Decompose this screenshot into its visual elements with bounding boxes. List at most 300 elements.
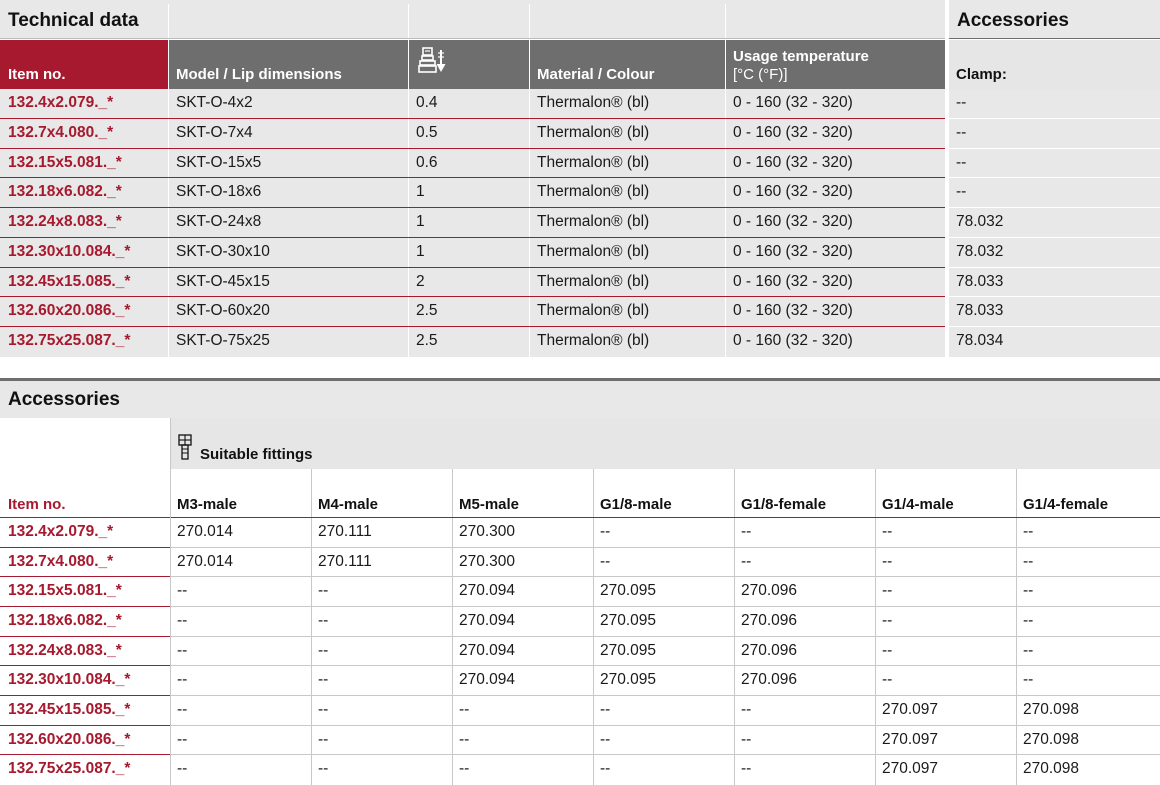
clamp-value: --: [956, 94, 967, 111]
column-divider: [725, 268, 726, 298]
column-divider: [734, 696, 735, 726]
fitting-cell: --: [882, 523, 893, 540]
header-suction-force: [409, 40, 529, 89]
column-divider: [1016, 469, 1017, 517]
table-row: [0, 119, 945, 149]
column-divider: [875, 637, 876, 667]
column-divider: [875, 726, 876, 756]
clamp-value: 78.032: [956, 213, 1004, 231]
fitting-cell: --: [177, 760, 188, 778]
fitting-cell: 270.095: [600, 641, 657, 659]
column-divider: [1016, 518, 1017, 548]
column-divider: [734, 726, 735, 756]
fitting-cell: --: [600, 701, 611, 719]
accessories-rows: [0, 518, 1160, 785]
technical-data-rows: [0, 89, 945, 357]
table-row: [0, 149, 945, 179]
clamp-row: [949, 297, 1160, 327]
column-divider: [725, 89, 726, 119]
table-row: [0, 696, 1160, 726]
item-number: 132.75x25.087._*: [8, 332, 131, 350]
fitting-column-label: G1/4-male: [882, 496, 954, 513]
fitting-cell: 270.098: [1023, 730, 1080, 748]
item-number: 132.75x25.087._*: [8, 760, 131, 778]
model-cell: SKT-O-4x2: [176, 94, 253, 111]
column-divider: [875, 469, 876, 517]
force-cell: 1: [416, 213, 425, 231]
column-divider: [452, 666, 453, 696]
column-divider: [168, 268, 169, 298]
column-divider: [725, 178, 726, 208]
item-number: 132.30x10.084._*: [8, 671, 131, 689]
fitting-cell: --: [1023, 612, 1034, 629]
clamp-value: 78.033: [956, 272, 1004, 290]
fitting-cell: --: [600, 552, 611, 570]
material-cell: Thermalon® (bl): [537, 242, 650, 260]
material-cell: Thermalon® (bl): [537, 94, 650, 111]
column-divider: [734, 577, 735, 607]
fitting-cell: 270.111: [318, 523, 372, 540]
material-cell: Thermalon® (bl): [537, 272, 650, 290]
clamp-row: [949, 178, 1160, 208]
table-row: [0, 178, 945, 208]
fitting-column-label: G1/8-female: [741, 496, 827, 513]
column-divider: [168, 327, 169, 357]
technical-data-section: [0, 0, 945, 357]
title-divider-4: [725, 4, 726, 38]
fitting-column-label: M5-male: [459, 496, 520, 513]
column-divider: [1016, 696, 1017, 726]
fitting-cell: --: [741, 552, 752, 570]
table-row: [0, 327, 945, 357]
column-divider: [875, 607, 876, 637]
force-cell: 2.5: [416, 302, 438, 320]
header-item-no-label: Item no.: [8, 66, 66, 83]
fitting-cell: --: [459, 730, 470, 748]
table-row: [0, 268, 945, 298]
column-divider: [452, 726, 453, 756]
column-divider: [725, 208, 726, 238]
fitting-cell: --: [1023, 523, 1034, 540]
column-divider: [408, 149, 409, 179]
clamp-header-label: Clamp:: [956, 66, 1007, 83]
title-divider-1: [168, 4, 169, 38]
column-divider: [1016, 726, 1017, 756]
column-divider: [875, 755, 876, 785]
fitting-cell: --: [1023, 552, 1034, 570]
table-row: [0, 577, 1160, 607]
fitting-cell: 270.097: [882, 730, 939, 748]
item-number: 132.24x8.083._*: [8, 213, 122, 231]
fitting-cell: --: [459, 760, 470, 778]
clamp-value: --: [956, 123, 967, 141]
column-divider: [529, 178, 530, 208]
table-row: [0, 297, 945, 327]
header-model: [169, 40, 408, 89]
column-divider: [311, 548, 312, 578]
column-divider: [875, 666, 876, 696]
clamp-value: --: [956, 153, 967, 171]
column-divider: [593, 548, 594, 578]
fitting-cell: 270.300: [459, 523, 516, 540]
fitting-cell: --: [1023, 582, 1034, 600]
clamp-row: [949, 149, 1160, 179]
force-cell: 0.4: [416, 94, 438, 111]
material-cell: Thermalon® (bl): [537, 332, 650, 350]
item-number: 132.45x15.085._*: [8, 701, 131, 719]
temp-cell: 0 - 160 (32 - 320): [733, 153, 853, 171]
column-divider: [408, 268, 409, 298]
force-cell: 0.5: [416, 123, 438, 141]
column-divider: [452, 607, 453, 637]
column-divider: [734, 607, 735, 637]
fitting-cell: --: [318, 641, 329, 659]
column-divider: [593, 637, 594, 667]
table-row: [0, 548, 1160, 578]
table-row: [0, 89, 945, 119]
table-row: [0, 208, 945, 238]
model-cell: SKT-O-75x25: [176, 332, 270, 350]
column-divider: [529, 327, 530, 357]
column-divider: [311, 666, 312, 696]
material-cell: Thermalon® (bl): [537, 183, 650, 201]
item-number: 132.45x15.085._*: [8, 272, 131, 290]
fitting-cell: --: [459, 701, 470, 719]
fitting-cell: --: [600, 523, 611, 540]
clamp-row: [949, 89, 1160, 119]
column-divider: [408, 238, 409, 268]
column-divider: [1016, 755, 1017, 785]
fitting-cell: --: [600, 760, 611, 778]
model-cell: SKT-O-60x20: [176, 302, 270, 320]
column-divider: [593, 755, 594, 785]
header-model-label: Model / Lip dimensions: [176, 66, 342, 83]
fitting-cell: --: [318, 582, 329, 600]
column-divider: [593, 607, 594, 637]
column-divider: [452, 577, 453, 607]
fitting-column-header: [311, 469, 452, 517]
header-material-label: Material / Colour: [537, 66, 655, 83]
fitting-cell: --: [741, 701, 752, 719]
column-divider: [408, 178, 409, 208]
temp-cell: 0 - 160 (32 - 320): [733, 272, 853, 290]
temp-cell: 0 - 160 (32 - 320): [733, 332, 853, 350]
column-divider: [408, 297, 409, 327]
material-cell: Thermalon® (bl): [537, 123, 650, 141]
temp-cell: 0 - 160 (32 - 320): [733, 302, 853, 320]
column-divider: [593, 726, 594, 756]
column-divider: [734, 755, 735, 785]
fitting-cell: --: [882, 612, 893, 629]
fitting-cell: --: [741, 760, 752, 778]
force-cell: 1: [416, 183, 425, 201]
model-cell: SKT-O-45x15: [176, 272, 270, 290]
clamp-header: [949, 40, 1160, 89]
fitting-cell: 270.097: [882, 701, 939, 719]
column-divider: [452, 469, 453, 517]
fitting-cell: 270.096: [741, 671, 798, 689]
column-divider: [734, 637, 735, 667]
fitting-column-header: [170, 469, 311, 517]
header-usage-label-1: Usage temperature: [733, 48, 869, 65]
title-divider-2: [408, 4, 409, 38]
fitting-cell: --: [1023, 641, 1034, 659]
fitting-cell: 270.300: [459, 552, 516, 570]
fitting-cell: 270.094: [459, 671, 516, 689]
clamp-row: [949, 208, 1160, 238]
fitting-column-label: M3-male: [177, 496, 238, 513]
fitting-cell: --: [318, 760, 329, 778]
column-divider: [734, 548, 735, 578]
fitting-cell: --: [882, 552, 893, 570]
fitting-column-label: M4-male: [318, 496, 379, 513]
column-divider: [529, 268, 530, 298]
fitting-cell: 270.096: [741, 582, 798, 600]
fitting-column-label: G1/4-female: [1023, 496, 1109, 513]
column-divider: [875, 548, 876, 578]
suitable-fittings-label: Suitable fittings: [200, 446, 313, 463]
column-divider: [452, 696, 453, 726]
material-cell: Thermalon® (bl): [537, 213, 650, 231]
fitting-column-label: G1/8-male: [600, 496, 672, 513]
fitting-column-header: [875, 469, 1016, 517]
fitting-cell: --: [177, 730, 188, 748]
column-divider: [168, 238, 169, 268]
accessories-side-title: Accessories: [957, 10, 1069, 31]
column-divider: [529, 238, 530, 268]
clamp-rows: [949, 89, 1160, 357]
header-material: [530, 40, 725, 89]
column-divider: [311, 607, 312, 637]
clamp-row: [949, 238, 1160, 268]
fitting-cell: 270.095: [600, 671, 657, 689]
fitting-cell: 270.014: [177, 552, 234, 570]
fitting-cell: 270.098: [1023, 701, 1080, 719]
column-divider: [529, 119, 530, 149]
table-row: [0, 666, 1160, 696]
fitting-cell: 270.094: [459, 612, 516, 629]
model-cell: SKT-O-7x4: [176, 123, 253, 141]
column-divider: [1016, 548, 1017, 578]
table-row: [0, 518, 1160, 548]
item-number: 132.18x6.082._*: [8, 183, 122, 201]
clamp-value: 78.032: [956, 242, 1004, 260]
item-number: 132.7x4.080._*: [8, 123, 114, 141]
fitting-cell: --: [177, 671, 188, 689]
accessories-item-no-header: [0, 418, 170, 518]
column-divider: [593, 696, 594, 726]
title-bar-underline: [0, 38, 945, 39]
accessories-side-section: [949, 0, 1160, 357]
model-cell: SKT-O-30x10: [176, 242, 270, 260]
technical-data-title: Technical data: [8, 10, 139, 31]
fitting-cell: --: [318, 730, 329, 748]
column-divider: [593, 577, 594, 607]
fitting-cell: --: [177, 641, 188, 659]
fitting-cell: --: [882, 671, 893, 689]
column-divider: [1016, 577, 1017, 607]
fitting-cell: --: [318, 671, 329, 689]
column-divider: [311, 518, 312, 548]
fitting-cell: --: [882, 582, 893, 600]
item-number: 132.4x2.079._*: [8, 94, 114, 111]
column-divider: [529, 89, 530, 119]
accessories-item-no-label: Item no.: [8, 496, 66, 513]
table-row: [0, 755, 1160, 785]
temp-cell: 0 - 160 (32 - 320): [733, 183, 853, 201]
suitable-fittings-header: [170, 418, 1160, 469]
column-divider: [593, 666, 594, 696]
fitting-cell: --: [1023, 671, 1034, 689]
fitting-cell: --: [741, 523, 752, 540]
column-divider: [725, 297, 726, 327]
item-number: 132.7x4.080._*: [8, 552, 114, 570]
column-divider: [408, 208, 409, 238]
force-cell: 2.5: [416, 332, 438, 350]
column-divider: [875, 577, 876, 607]
column-divider: [452, 755, 453, 785]
column-divider: [452, 518, 453, 548]
column-divider: [168, 297, 169, 327]
header-usage-temperature: [726, 40, 945, 89]
item-number: 132.4x2.079._*: [8, 523, 114, 540]
column-divider: [168, 119, 169, 149]
clamp-value: 78.033: [956, 302, 1004, 320]
fitting-column-header: [593, 469, 734, 517]
fitting-cell: --: [741, 730, 752, 748]
fitting-cell: --: [318, 701, 329, 719]
fitting-cell: --: [318, 612, 329, 629]
fitting-cell: 270.097: [882, 760, 939, 778]
model-cell: SKT-O-15x5: [176, 153, 262, 171]
column-divider: [725, 149, 726, 179]
column-divider: [311, 637, 312, 667]
column-divider: [168, 89, 169, 119]
accessories-side-title-underline: [949, 38, 1160, 39]
header-usage-label-2: [°C (°F)]: [733, 66, 788, 83]
fitting-cell: --: [882, 641, 893, 659]
fitting-cell: 270.094: [459, 582, 516, 600]
column-divider: [168, 208, 169, 238]
column-divider: [408, 327, 409, 357]
header-item-no: [0, 40, 168, 89]
material-cell: Thermalon® (bl): [537, 153, 650, 171]
column-divider: [529, 297, 530, 327]
column-divider: [725, 327, 726, 357]
fitting-cell: 270.098: [1023, 760, 1080, 778]
column-divider: [593, 518, 594, 548]
column-divider: [311, 755, 312, 785]
item-number: 132.60x20.086._*: [8, 302, 131, 320]
accessories-section: [0, 381, 1160, 785]
fitting-icon: [176, 434, 196, 466]
fitting-cell: 270.096: [741, 612, 798, 629]
temp-cell: 0 - 160 (32 - 320): [733, 94, 853, 111]
fitting-cell: 270.111: [318, 552, 372, 570]
column-divider: [529, 149, 530, 179]
column-divider: [408, 119, 409, 149]
column-divider: [452, 548, 453, 578]
item-number: 132.30x10.084._*: [8, 242, 131, 260]
model-cell: SKT-O-24x8: [176, 213, 262, 231]
clamp-row: [949, 327, 1160, 357]
column-divider: [1016, 666, 1017, 696]
fitting-cell: 270.094: [459, 641, 516, 659]
temp-cell: 0 - 160 (32 - 320): [733, 213, 853, 231]
column-divider: [593, 469, 594, 517]
accessories-title: Accessories: [8, 389, 120, 410]
column-divider: [311, 577, 312, 607]
column-divider: [875, 518, 876, 548]
fitting-cell: 270.095: [600, 582, 657, 600]
column-divider: [311, 696, 312, 726]
fitting-cell: --: [177, 701, 188, 719]
fitting-cell: --: [600, 730, 611, 748]
column-divider: [311, 726, 312, 756]
item-number: 132.60x20.086._*: [8, 730, 131, 748]
clamp-row: [949, 268, 1160, 298]
material-cell: Thermalon® (bl): [537, 302, 650, 320]
column-divider: [734, 469, 735, 517]
column-divider: [1016, 637, 1017, 667]
column-divider: [725, 238, 726, 268]
table-row: [0, 607, 1160, 637]
table-row: [0, 637, 1160, 667]
fitting-cell: 270.095: [600, 612, 657, 629]
column-divider: [408, 89, 409, 119]
fitting-column-header: [452, 469, 593, 517]
table-row: [0, 238, 945, 268]
accessories-title-bar: [0, 381, 1160, 418]
column-divider: [529, 208, 530, 238]
force-cell: 1: [416, 242, 425, 260]
fitting-column-header: [1016, 469, 1157, 517]
fitting-cell: --: [177, 582, 188, 600]
item-number: 132.15x5.081._*: [8, 153, 122, 171]
item-number: 132.24x8.083._*: [8, 641, 122, 659]
temp-cell: 0 - 160 (32 - 320): [733, 242, 853, 260]
column-divider: [1016, 607, 1017, 637]
force-cell: 2: [416, 272, 425, 290]
fitting-cell: --: [177, 612, 188, 629]
accessories-left-border: [170, 418, 171, 785]
fitting-cell: 270.096: [741, 641, 798, 659]
column-divider: [725, 119, 726, 149]
temp-cell: 0 - 160 (32 - 320): [733, 123, 853, 141]
item-number: 132.18x6.082._*: [8, 612, 122, 629]
column-divider: [734, 518, 735, 548]
table-row: [0, 726, 1160, 756]
column-divider: [168, 178, 169, 208]
clamp-value: --: [956, 183, 967, 201]
column-divider: [875, 696, 876, 726]
fitting-cell: 270.014: [177, 523, 234, 540]
model-cell: SKT-O-18x6: [176, 183, 262, 201]
clamp-value: 78.034: [956, 332, 1004, 350]
title-divider-3: [529, 4, 530, 38]
column-divider: [168, 149, 169, 179]
column-divider: [311, 469, 312, 517]
item-number: 132.15x5.081._*: [8, 582, 122, 600]
column-divider: [734, 666, 735, 696]
fitting-column-headers: [170, 469, 1160, 517]
clamp-row: [949, 119, 1160, 149]
column-divider: [452, 637, 453, 667]
technical-data-title-bar: [0, 0, 945, 39]
fitting-column-header: [734, 469, 875, 517]
suction-force-icon: [417, 46, 447, 80]
force-cell: 0.6: [416, 153, 438, 171]
